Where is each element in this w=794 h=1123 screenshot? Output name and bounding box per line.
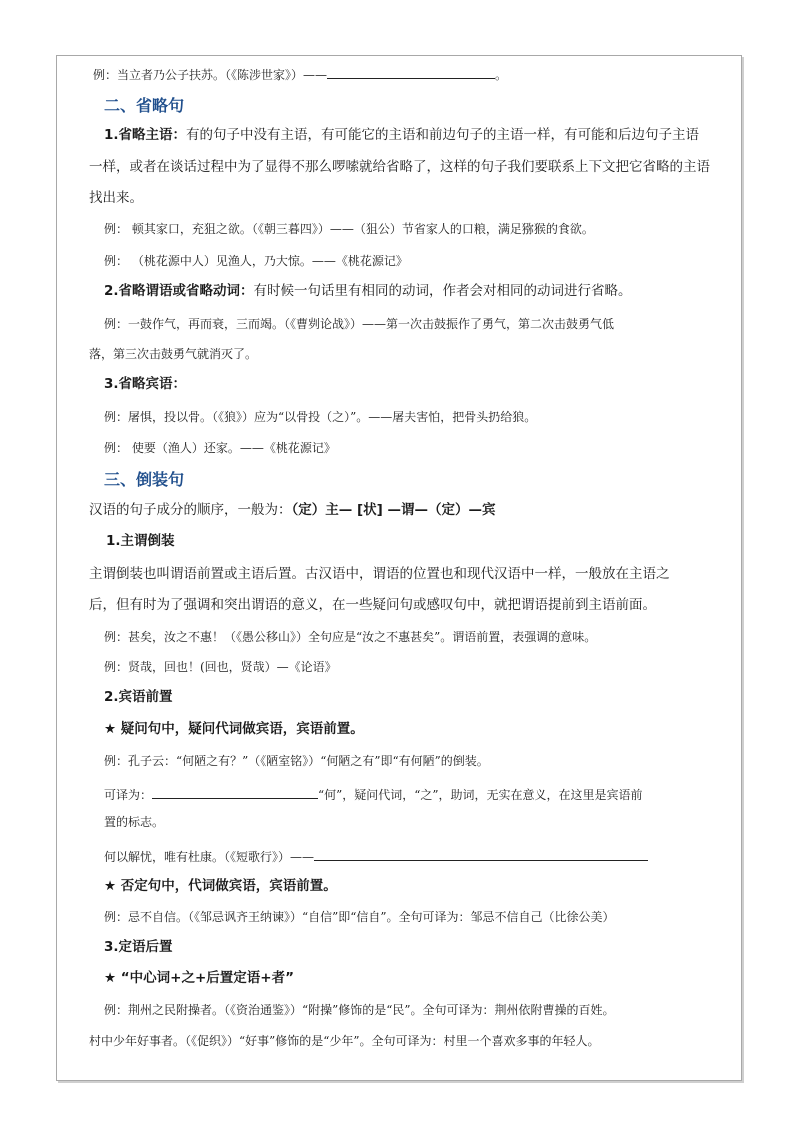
example-chenshe [93, 66, 507, 82]
omit-subject-para-3: 找出来。 [89, 190, 143, 206]
sv-inversion-title: 1.主谓倒装 [106, 533, 175, 549]
order-formula: （定）主— [状] —谓—（定）—宾 [291, 502, 496, 518]
omit-subject-para-1 [104, 127, 699, 143]
rule-interrogative: ★ 疑问句中，疑问代词做宾语，宾语前置。 [104, 721, 364, 737]
translation-text-1: “何”，疑问代词，“之”，助词，无实在意义，在这里是宾语前 [318, 788, 643, 802]
translation-line-2: 置的标志。 [104, 815, 165, 829]
order-intro-line [89, 502, 496, 518]
example-taohua-1: 例： （桃花源中人）见渔人，乃大惊。——《桃花源记》 [104, 254, 408, 268]
example-duange-text: 何以解忧，唯有杜康。（《短歌行》）—— [104, 850, 315, 864]
omit-object-title: 3.省略宾语： [104, 376, 187, 392]
example-yugong: 例：甚矣，汝之不惠！（《愚公移山》）全句应是“汝之不惠甚矣”。谓语前置，表强调的意味。 [104, 630, 597, 644]
example-zouji: 例：忌不自信。（《邹忌讽齐王纳谏》）“自信”即“信自”。全句可译为：邹忌不信自己（比徐公美） [104, 910, 615, 924]
omit-verb-text: 有时候一句话里有相同的动词，作者会对相同的动词进行省略。 [253, 283, 632, 299]
example-caogui-1: 例：一鼓作气，再而衰，三而竭。（《曹刿论战》）——第一次击鼓振作了勇气，第二次击鼓勇气低 [104, 317, 615, 331]
example-sanmu: 例： 顿其家口，充狙之欲。（《朝三暮四》）——（狙公）节省家人的口粮，满足猕猴的食欲。 [104, 222, 594, 236]
example-caogui-2: 落，第三次击鼓勇气就消灭了。 [89, 347, 258, 361]
object-preposing-title: 2.宾语前置 [104, 689, 173, 705]
rule-negative: ★ 否定句中，代词做宾语，宾语前置。 [104, 878, 337, 894]
sv-inversion-para-2: 后，但有时为了强调和突出谓语的意义，在一些疑问句或感叹句中，就把谓语提前到主语前面。 [89, 597, 656, 613]
sv-inversion-para-1: 主谓倒装也叫谓语前置或主语后置。古汉语中，谓语的位置也和现代汉语中一样，一般放在主语之 [89, 566, 670, 582]
answer-blank-1[interactable] [327, 66, 495, 79]
answer-blank-2[interactable] [152, 786, 318, 799]
omit-subject-text-1: 有的句子中没有主语，有可能它的主语和前边句子的主语一样，有可能和后边句子主语 [186, 127, 700, 143]
example-loushi: 例：孔子云：“何陋之有？”（《陋室铭》）“何陋之有”即“有何陋”的倒装。 [104, 754, 489, 768]
rule-attributive: ★ “中心词+之+后置定语+者” [104, 970, 294, 986]
section-heading-inversion: 三、倒装句 [104, 470, 185, 489]
omit-verb-title: 2.省略谓语或省略动词： [104, 283, 254, 299]
example-lunyu: 例：贤哉，回也！(回也，贤哉）—《论语》 [104, 660, 337, 674]
translation-label: 可译为： [104, 788, 153, 802]
omit-verb-para [104, 283, 632, 299]
example-duange [104, 848, 648, 864]
example-taohua-2: 例： 使要（渔人）还家。——《桃花源记》 [104, 441, 336, 455]
example-cuzhi: 村中少年好事者。（《促织》）“好事”修饰的是“少年”。全句可译为：村里一个喜欢多事的年轻人。 [89, 1034, 600, 1048]
omit-subject-title: 1.省略主语： [104, 127, 187, 143]
translation-line-1 [104, 786, 643, 802]
section-heading-omission: 二、省略句 [104, 96, 185, 115]
example-chenshe-text: 例：当立者乃公子扶苏。（《陈涉世家》）—— [93, 68, 328, 82]
omit-subject-para-2: 一样，或者在谈话过程中为了显得不那么啰嗦就给省略了，这样的句子我们要联系上下文把它省略的主语 [89, 159, 710, 175]
attributive-postposing-title: 3.定语后置 [104, 939, 173, 955]
example-lang: 例：屠惧，投以骨。（《狼》）应为“以骨投（之）”。——屠夫害怕，把骨头扔给狼。 [104, 410, 537, 424]
example-chenshe-end: 。 [495, 68, 508, 82]
order-intro-text: 汉语的句子成分的顺序，一般为： [89, 502, 292, 518]
example-zizhi: 例：荆州之民附操者。（《资治通鉴》）“附操”修饰的是“民”。全句可译为：荆州依附曹操的百姓。 [104, 1003, 615, 1017]
answer-blank-3[interactable] [314, 848, 648, 861]
